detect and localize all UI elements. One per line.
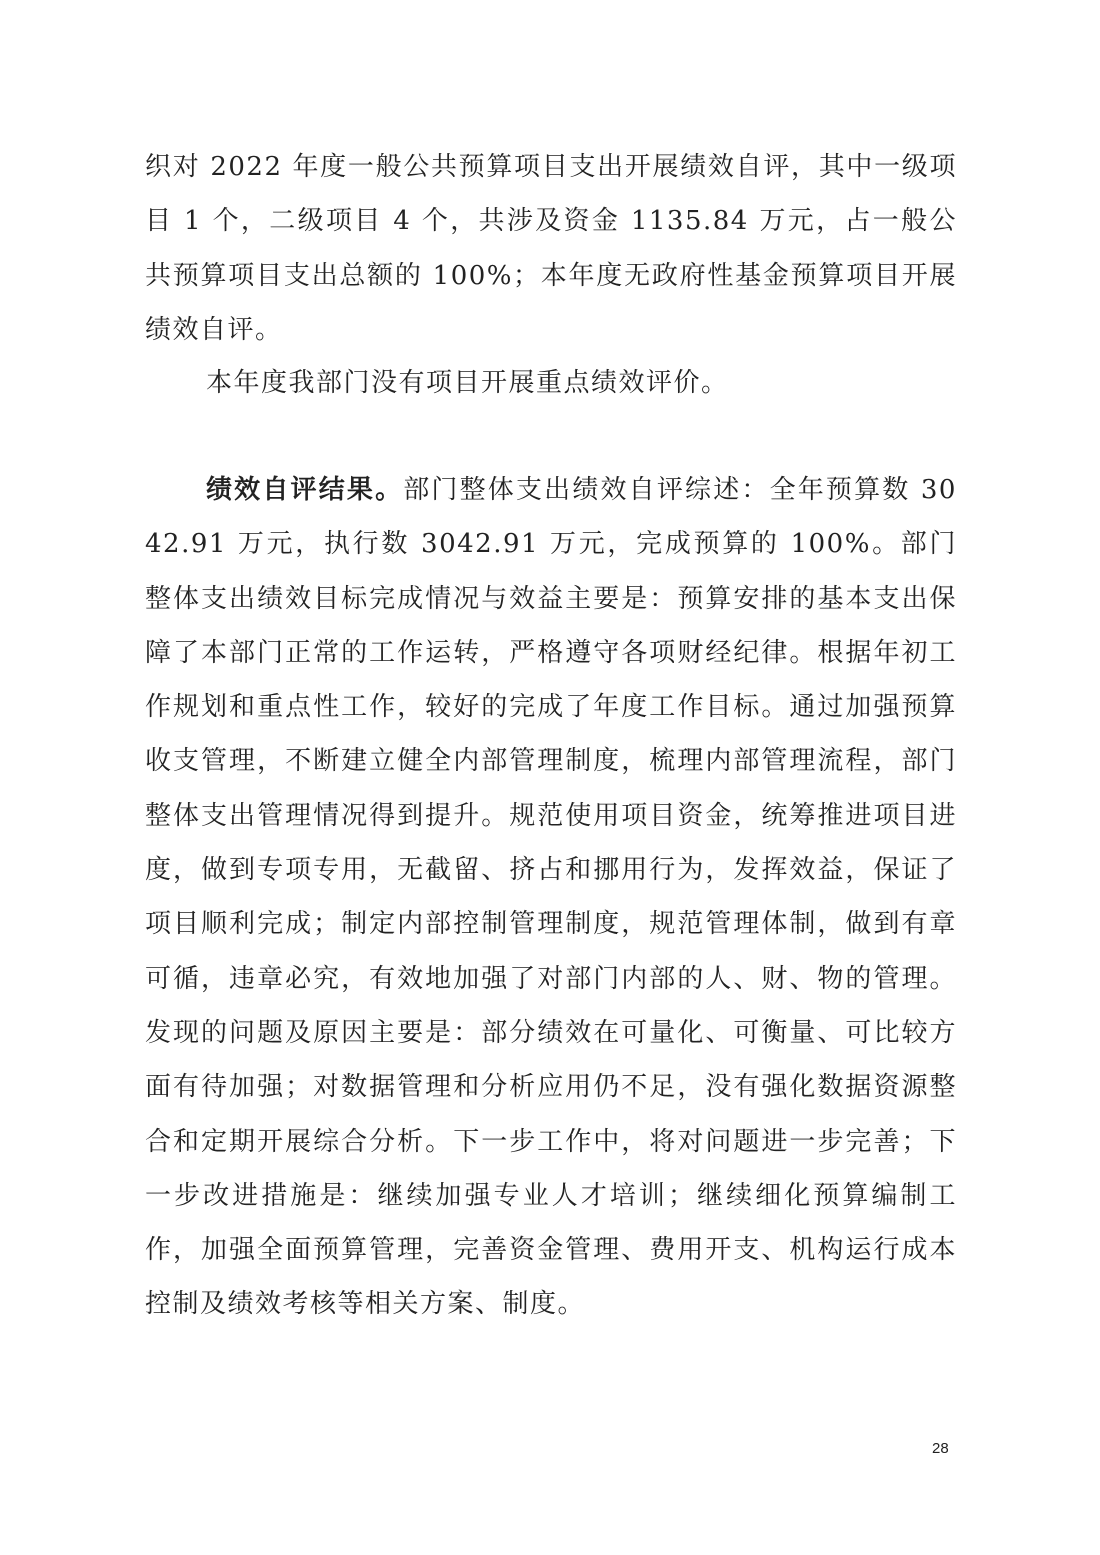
paragraph-key-evaluation: 本年度我部门没有项目开展重点绩效评价。 [206, 368, 729, 398]
paragraph-lead-heading: 绩效自评结果。 [206, 475, 404, 505]
paragraph-self-evaluation-scope: 织对 2022 年度一般公共预算项目支出开展绩效自评，其中一级项目 1 个，二级项目 4 个，共涉及资金 1135.84 万元，占一般公共预算项目支出总额的 100%；本年度无政府性基金预算项目开展绩效自评。 [145, 152, 957, 345]
paragraph-self-evaluation-results [145, 463, 957, 1332]
paragraph-body-text: 部门整体支出绩效自评综述：全年预算数 3042.91 万元，执行数 3042.91 万元，完成预算的 100%。部门整体支出绩效目标完成情况与效益主要是：预算安排的基本支出保障了本部门正常的工作运转，严格遵守各项财经纪律。根据年初工作规划和重点性工作，较好的完成了年度工作目标。通过加强预算收支管理，不断建立健全内部管理制度，梳理内部管理流程，部门整体支出管理情况得到提升。规范使用项目资金，统筹推进项目进度，做到专项专用，无截留、挤占和挪用行为，发挥效益，保证了项目顺利完成；制定内部控制管理制度，规范管理体制，做到有章可循，违章必究，有效地加强了对部门内部的人、财、物的管理。发现的问题及原因主要是：部分绩效在可量化、可衡量、可比较方面有待加强；对数据管理和分析应用仍不足，没有强化数据资源整合和定期开展综合分析。下一步工作中，将对问题进一步完善；下一步改进措施是：继续加强专业人才培训；继续细化预算编制工作，加强全面预算管理，完善资金管理、费用开支、机构运行成本控制及绩效考核等相关方案、制度。 [145, 475, 957, 1320]
page-number: 28 [932, 1440, 949, 1457]
